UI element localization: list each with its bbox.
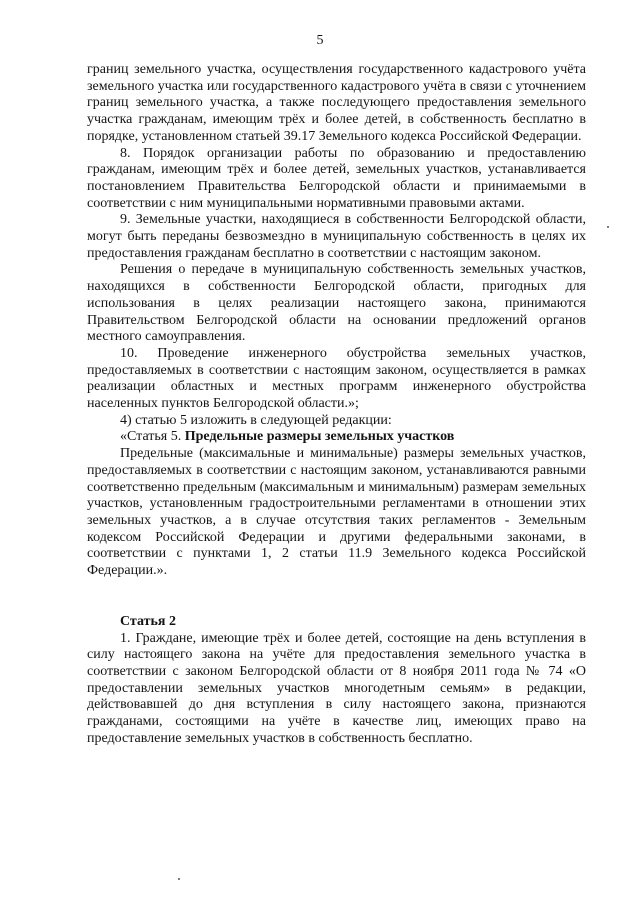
paragraph-item-9: 9. Земельные участки, находящиеся в собственности Белгородской области, могут быть переданы безвозмездно в муниципальную собственность в целях их предоставления гражданам бесплатно в соответствии с настоящим законом.	[87, 212, 586, 261]
paragraph-amendment-intro: 4) статью 5 изложить в следующей редакции:	[120, 412, 392, 428]
paragraph-transfer-decisions: Решения о передаче в муниципальную собственность земельных участков, находящихся в собственности Белгородской области, пригодных для использования в целях реализации настоящего закона, принимаются Правительством Белгородской области на основании предложений органов местного самоуправления.	[87, 262, 586, 345]
article-5-title: Предельные размеры земельных участков	[184, 429, 455, 445]
paragraph-item-10: 10. Проведение инженерного обустройства земельных участков, предоставляемых в соответствии с настоящим законом, осуществляется в рамках реализации областных и местных программ инженерного обустройства населенных пунктов Белгородской области.»;	[87, 345, 586, 412]
paragraph-land-size-limits: Предельные (максимальные и минимальные) размеры земельных участков, предоставляемых в соответствии с настоящим законом, устанавливаются равными соответственно предельным (максимальным и минимальным) размерам земельных участков, установленным градостроительными регламентами в отношении этих земельных участков, а в случае отсутствия таких регламентов - Земельным кодексом Российской Федерации и другими федеральными законами, в соответствии с пунктами 1, 2 статьи 11.9 Земельного кодекса Российской Федерации.».	[87, 446, 586, 579]
paragraph-item-8: 8. Порядок организации работы по образованию и предоставлению гражданам, имеющим трёх и более детей, земельных участков, устанавливается постановлением Правительства Белгородской области и принимаемыми в соответствии с ним муниципальными нормативными правовыми актами.	[87, 145, 586, 211]
article-2-heading: Статья 2	[120, 613, 176, 629]
paragraph-article-2-item-1: 1. Граждане, имеющие трёх и более детей, состоящие на день вступления в силу настоящего закона на учёте для предоставления земельного участка в соответствии с законом Белгородской области от 8 ноября 2011 года № 74 «О предоставлении земельных участков многодетным семьям» в редакции, действовавшей до дня вступления в силу настоящего закона, признаются гражданами, состоящими на учёте в качестве лиц, имеющих право на предоставление земельных участков в собственность бесплатно.	[87, 630, 586, 746]
document-body	[87, 62, 586, 747]
scan-speck	[178, 878, 180, 880]
article-5-prefix: «Статья 5.	[120, 429, 185, 445]
page-number: 5	[316, 33, 324, 48]
scan-speck	[607, 226, 609, 228]
paragraph-continuation: границ земельного участка, осуществления государственного кадастрового учёта земельного участка или государственного кадастрового учёта в связи с уточнением границ земельного участка, а также последующего предоставления земельного участка гражданам, имеющим трёх и более детей, в собственность бесплатно в порядке, установленном статьей 39.17 Земельного кодекса Российской Федерации.	[87, 62, 586, 144]
article-5-heading	[87, 429, 586, 446]
section-spacer	[87, 580, 586, 614]
